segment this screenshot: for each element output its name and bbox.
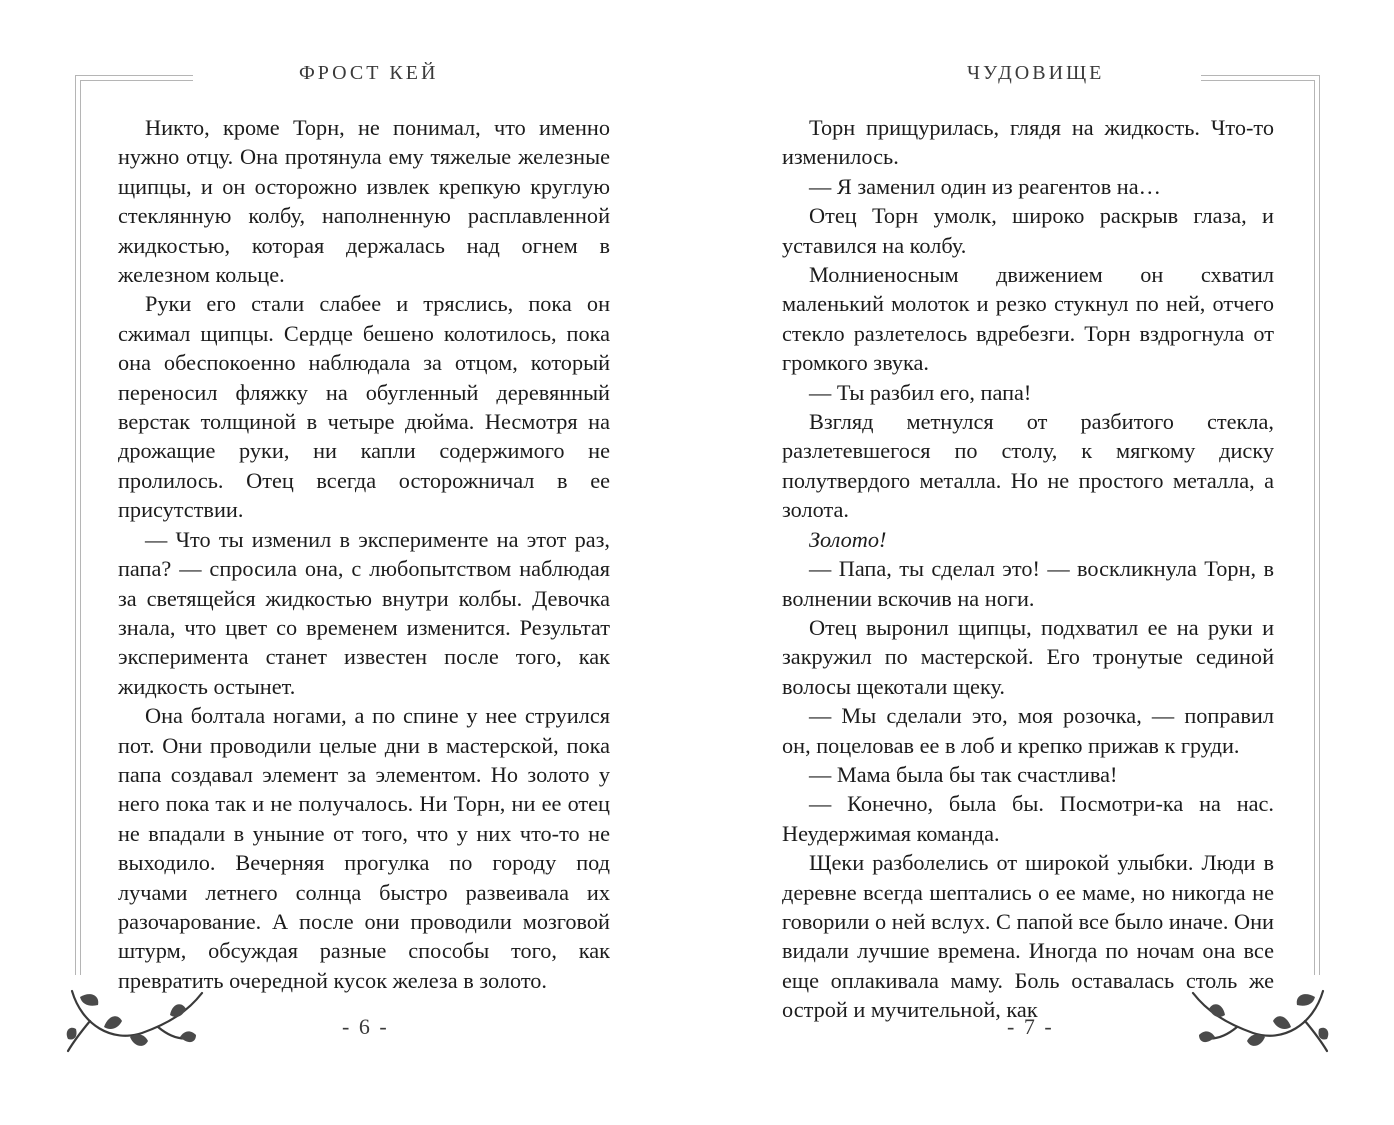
paragraph: Взгляд метнулся от разбитого стекла, разлетевшегося по столу, к мягкому диску полутвердого металла. Но не простого металла, а золота. [782, 409, 1274, 523]
frame-right-rule [1319, 75, 1320, 975]
page-number: - 7 - [1007, 1014, 1054, 1039]
paragraph: — Мы сделали это, моя розочка, — поправил он, поцеловав ее в лоб и крепко прижав к груди. [782, 703, 1274, 758]
page-number: - 6 - [342, 1014, 389, 1039]
frame-top-rule-inner [80, 80, 193, 81]
paragraph: — Ты разбил его, папа! [809, 379, 1032, 405]
body-text [782, 113, 1274, 1025]
paragraph: Никто, кроме Торн, не понимал, что именно нужно отцу. Она протянула ему тяжелые железные щипцы, и он осторожно извлек крепкую круглую стеклянную колбу, наполненную расплавленной жидкостью, которая держалась над огнем в железном кольце. [118, 115, 610, 288]
frame-right-rule-inner [1314, 80, 1315, 975]
frame-left-rule-inner [80, 80, 81, 975]
vine-ornament-icon [1185, 975, 1335, 1060]
paragraph-italic: Золото! [809, 526, 887, 552]
paragraph: — Конечно, была бы. Посмотри-ка на нас. Неудержимая команда. [782, 791, 1274, 846]
paragraph: — Что ты изменил в эксперименте на этот раз, папа? — спросила она, с любопытством наблюдая за светящейся жидкостью внутри колбы. Девочка знала, что цвет со временем изменится. Результат эксперимента станет известен после того, как жидкость остынет. [118, 526, 610, 699]
frame-top-rule [75, 75, 193, 76]
paragraph: Щеки разболелись от широкой улыбки. Люди в деревне всегда шептались о ее маме, но никогда не говорили о ней вслух. С папой все было иначе. Они видали лучшие времена. Иногда по ночам она все еще оплакивала маму. Боль оставалась столь же острой и мучительной, как [782, 850, 1274, 1023]
paragraph: Молниеносным движением он схватил маленький молоток и резко стукнул по ней, отчего стекло разлетелось вдребезги. Торн вздрогнула от громкого звука. [782, 262, 1274, 376]
right-page [697, 0, 1394, 1125]
paragraph: Она болтала ногами, а по спине у нее струился пот. Они проводили целые дни в мастерской, пока папа создавал элемент за элементом. Но золото у него пока так и не получалось. Ни Торн, ни ее отец не впадали в уныние от того, что у них что-то не выходило. Вечерняя прогулка по городу под лучами летнего солнца быстро развеивала их разочарование. А после они проводили мозговой штурм, обсуждая разные способы того, как превратить очередной кусок железа в золото. [118, 703, 610, 993]
paragraph: — Я заменил один из реагентов на… [809, 173, 1161, 199]
frame-top-rule [1201, 75, 1319, 76]
paragraph: — Папа, ты сделал это! — воскликнула Торн, в волнении вскочив на ноги. [782, 556, 1274, 611]
running-head: ФРОСТ КЕЙ [299, 62, 439, 84]
paragraph: Отец выронил щипцы, подхватил ее на руки и закружил по мастерской. Его тронутые сединой волосы щекотали щеку. [782, 614, 1274, 699]
paragraph: Торн прищурилась, глядя на жидкость. Что-то изменилось. [782, 115, 1274, 170]
paragraph: Отец Торн умолк, широко раскрыв глаза, и уставился на колбу. [782, 203, 1274, 258]
running-head: ЧУДОВИЩЕ [967, 62, 1105, 84]
body-text [118, 113, 610, 995]
paragraph: Руки его стали слабее и тряслись, пока он сжимал щипцы. Сердце бешено колотилось, пока она обеспокоенно наблюдала за отцом, который переносил фляжку на обугленный деревянный верстак толщиной в четыре дюйма. Несмотря на дрожащие руки, ни капли содержимого не пролилось. Отец всегда осторожничал в ее присутствии. [118, 291, 610, 523]
vine-ornament-icon [60, 975, 210, 1060]
frame-top-rule-inner [1201, 80, 1314, 81]
paragraph: — Мама была бы так счастлива! [809, 761, 1118, 787]
frame-left-rule [75, 75, 76, 975]
